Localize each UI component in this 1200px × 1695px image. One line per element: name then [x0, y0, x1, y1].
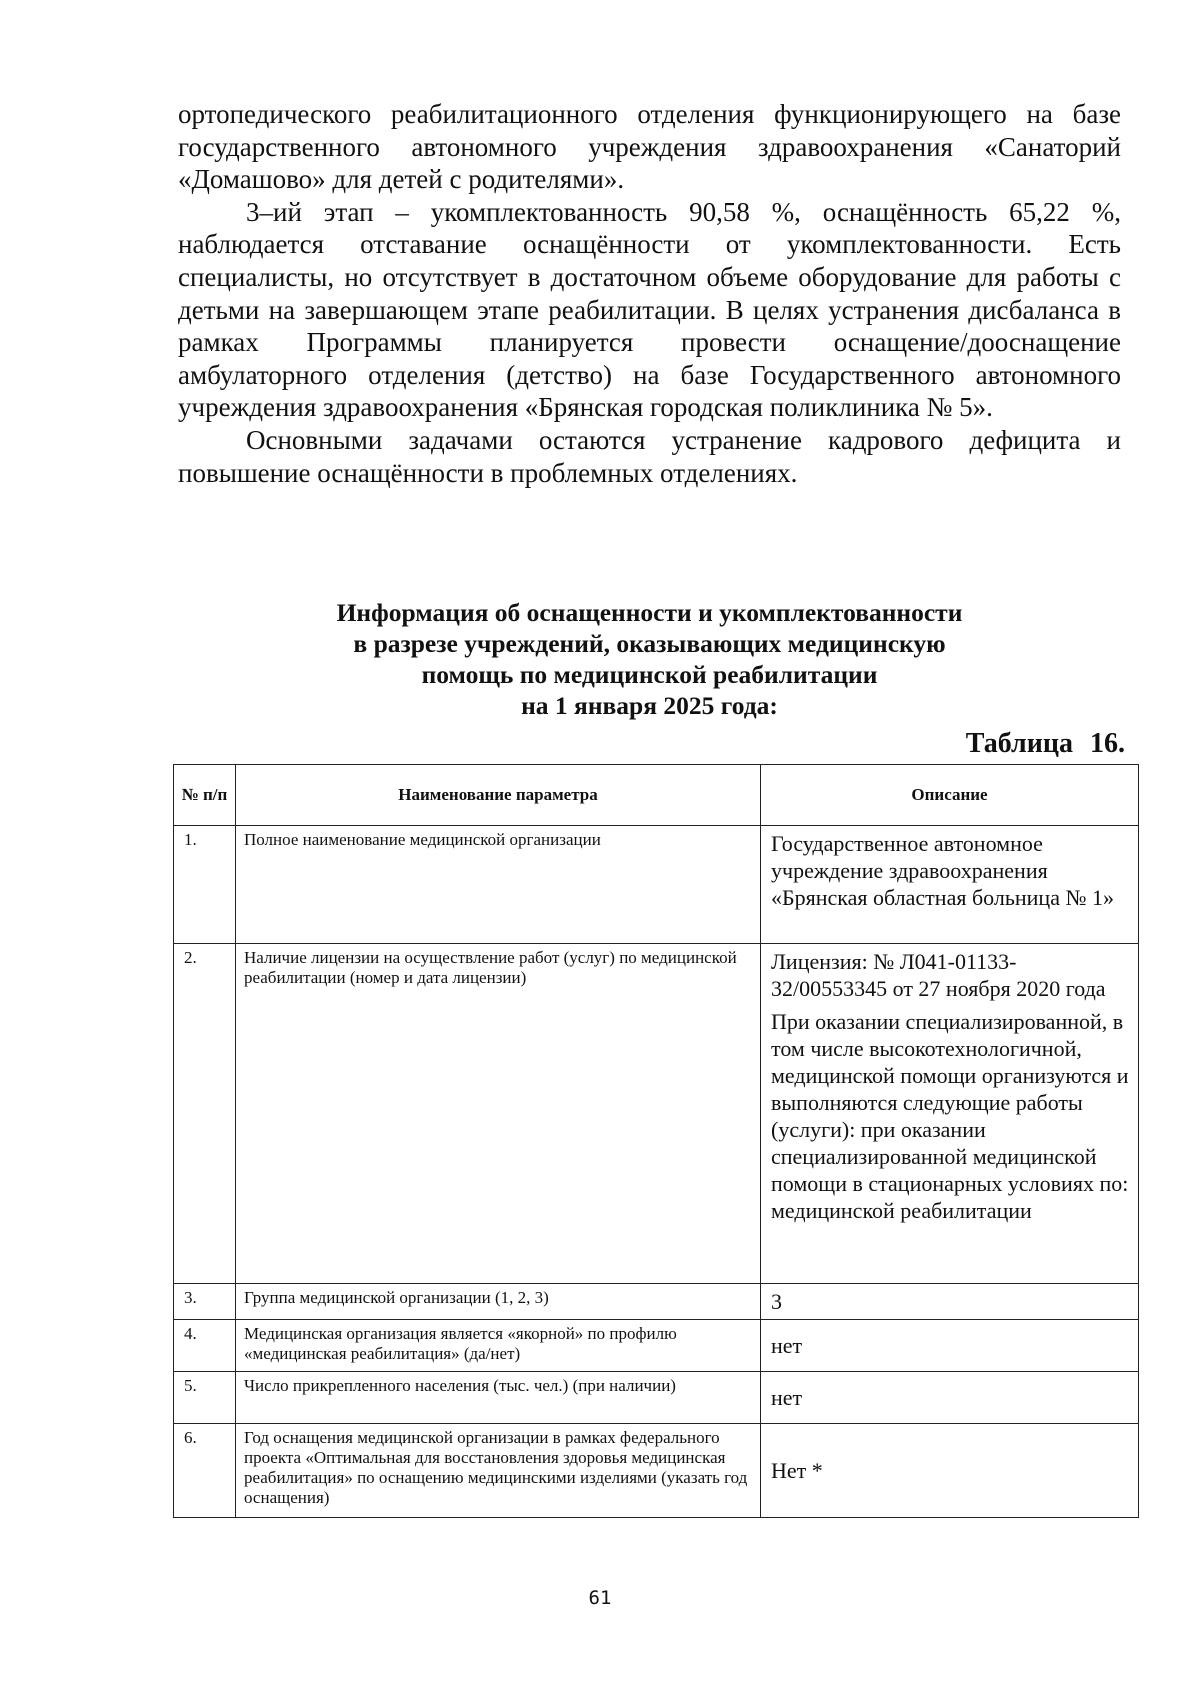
page-number: 61 — [588, 1587, 612, 1609]
table-caption: Таблица 16. — [965, 728, 1125, 759]
body-text — [178, 98, 1121, 489]
row-desc: нет — [761, 1372, 1139, 1424]
paragraph-3: Основными задачами остаются устранение кадрового дефицита и повышение оснащённости в проблемных отделениях. — [178, 424, 1121, 488]
row-num: 5. — [174, 1372, 236, 1424]
table-header-row — [174, 765, 1139, 826]
row-param: Полное наименование медицинской организации — [236, 826, 761, 944]
table-row — [174, 1320, 1139, 1372]
row-param: Медицинская организация является «якорной» по профилю «медицинская реабилитация» (да/нет) — [236, 1320, 761, 1372]
row-num: 4. — [174, 1320, 236, 1372]
row-num: 2. — [174, 944, 236, 1284]
table-row — [174, 1372, 1139, 1424]
heading-line-4: на 1 января 2025 года: — [521, 691, 778, 720]
table-row — [174, 1424, 1139, 1518]
table-row — [174, 826, 1139, 944]
section-heading — [178, 597, 1121, 721]
row-desc: Нет * — [761, 1424, 1139, 1518]
header-desc: Описание — [761, 765, 1139, 826]
table-row — [174, 1284, 1139, 1320]
row-desc: нет — [761, 1320, 1139, 1372]
row-param: Группа медицинской организации (1, 2, 3) — [236, 1284, 761, 1320]
table-row — [174, 944, 1139, 1284]
license-services: При оказании специализированной, в том числе высокотехнологичной, медицинской помощи организуются и выполняются следующие работы (услуги): при оказании специализированной медицинской помощи в стационарных условиях по: медицинской реабилитации — [771, 1009, 1129, 1223]
heading-line-2: в разрезе учреждений, оказывающих медицинскую — [353, 629, 946, 658]
heading-line-1: Информация об оснащенности и укомплектованности — [336, 598, 963, 627]
parameters-table — [173, 764, 1139, 1518]
row-param: Год оснащения медицинской организации в рамках федерального проекта «Оптимальная для восстановления здоровья медицинская реабилитация» по оснащению медицинскими изделиями (указать год оснащения) — [236, 1424, 761, 1518]
row-desc — [761, 944, 1139, 1284]
row-desc: 3 — [761, 1284, 1139, 1320]
row-param: Наличие лицензии на осуществление работ (услуг) по медицинской реабилитации (номер и дата лицензии) — [236, 944, 761, 1284]
paragraph-1: ортопедического реабилитационного отделения функционирующего на базе государственного автономного учреждения здравоохранения «Санаторий «Домашово» для детей с родителями». — [178, 99, 1121, 195]
header-num: № п/п — [174, 765, 236, 826]
row-num: 6. — [174, 1424, 236, 1518]
row-num: 1. — [174, 826, 236, 944]
heading-line-3: помощь по медицинской реабилитации — [421, 660, 878, 689]
paragraph-2: 3–ий этап – укомплектованность 90,58 %, оснащённость 65,22 %, наблюдается отставание оснащённости от укомплектованности. Есть специалисты, но отсутствует в достаточном объеме оборудование для работы с детьми на завершающем этапе реабилитации. В целях устранения дисбаланса в рамках Программы планируется провести оснащение/дооснащение амбулаторного отделения (детство) на базе Государственного автономного учреждения здравоохранения «Брянская городская поликлиника № 5». — [178, 196, 1121, 423]
row-param: Число прикрепленного населения (тыс. чел.) (при наличии) — [236, 1372, 761, 1424]
row-desc: Государственное автономное учреждение здравоохранения «Брянская областная больница № 1» — [761, 826, 1139, 944]
license-info: Лицензия: № Л041-01133-32/00553345 от 27 ноября 2020 года — [771, 949, 1106, 1001]
header-param: Наименование параметра — [236, 765, 761, 826]
row-num: 3. — [174, 1284, 236, 1320]
